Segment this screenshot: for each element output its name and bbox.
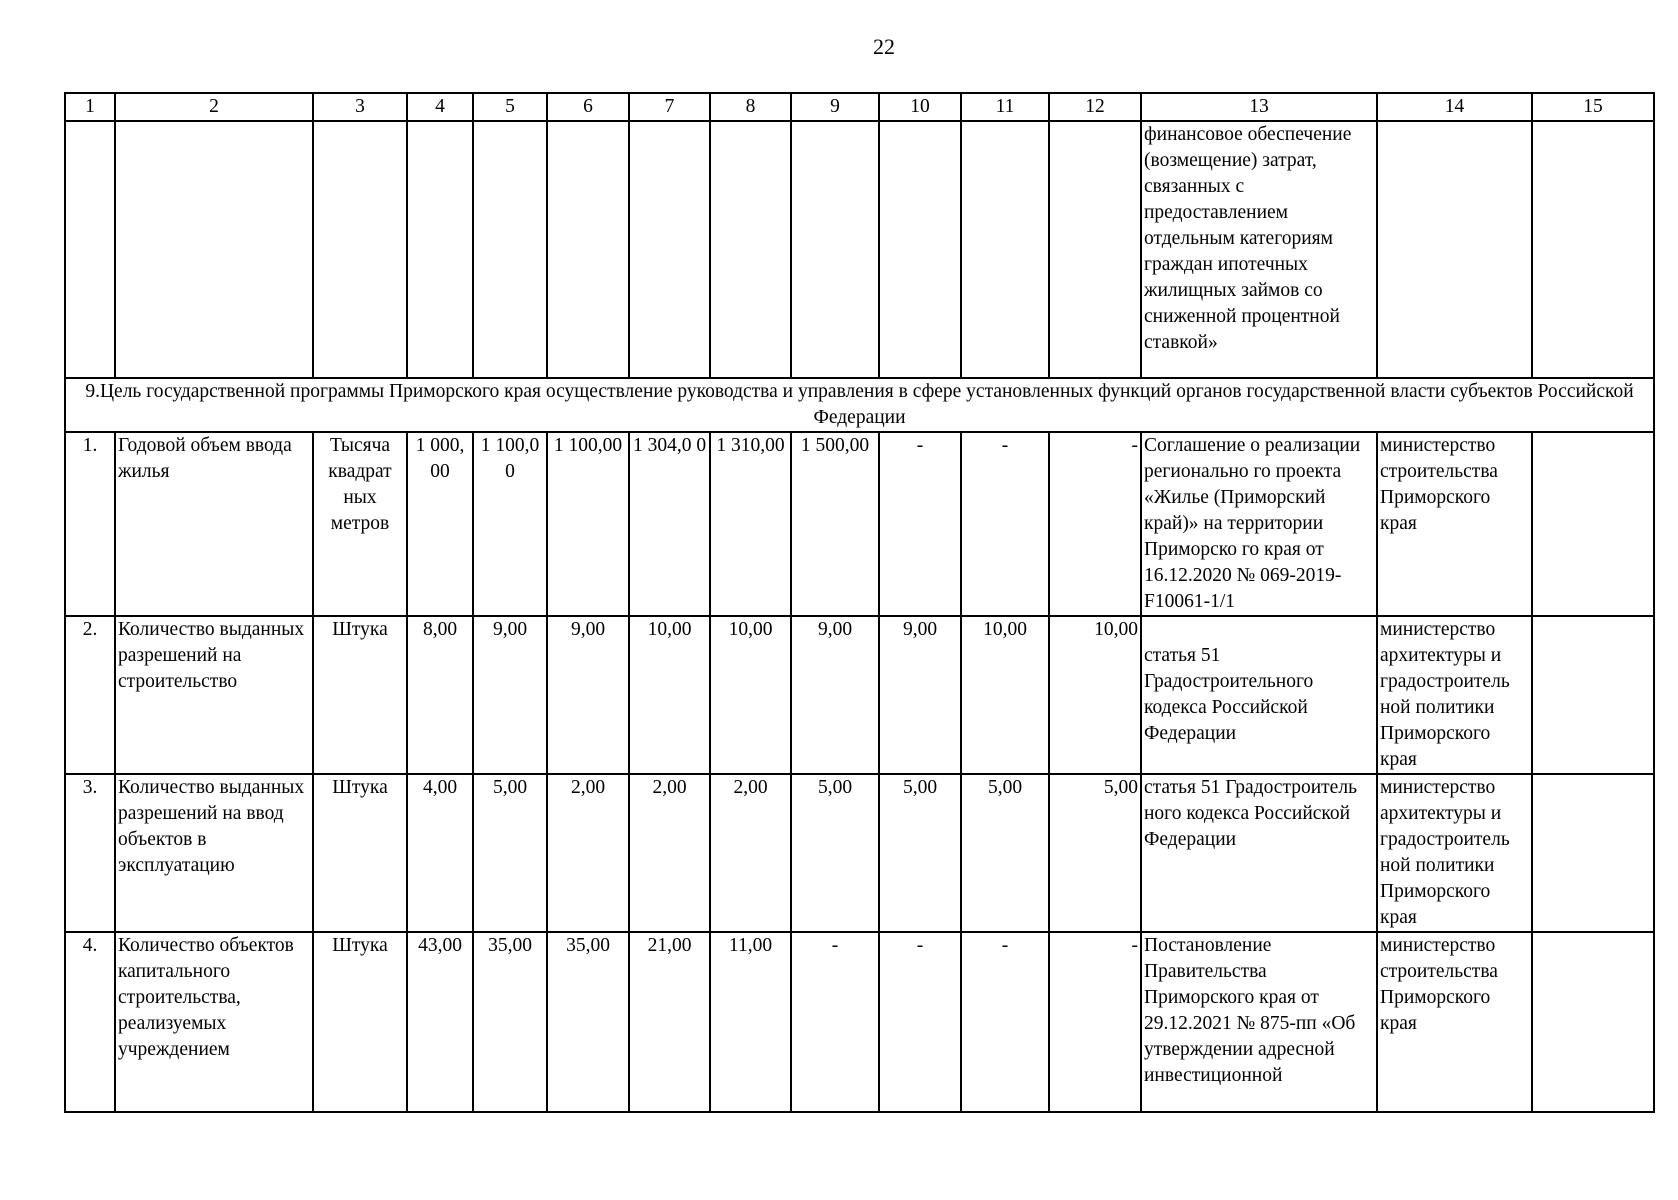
indicators-table	[64, 92, 1655, 1113]
column-header: 15	[1532, 93, 1654, 121]
column-header: 10	[879, 93, 961, 121]
source-cell: Соглашение о реализации регионально го проекта «Жилье (Приморский край)» на территории Приморско го края от 16.12.2020 № 069-2019-F10061-1/1	[1141, 432, 1377, 616]
table-cell	[879, 121, 961, 378]
table-cell	[1532, 616, 1654, 774]
value-cell: 4,00	[407, 774, 473, 932]
section-heading: 9.Цель государственной программы Приморского края осуществление руководства и управления в сфере установленных функций органов государственной власти субъектов Российской Федерации	[65, 378, 1654, 432]
value-cell: 8,00	[407, 616, 473, 774]
row-number: 4.	[65, 932, 115, 1112]
value-cell: 5,00	[961, 774, 1049, 932]
column-header: 1	[65, 93, 115, 121]
responsible-cell: министерство строительства Приморского края	[1377, 432, 1532, 616]
value-cell: 1 304,0 0	[629, 432, 710, 616]
column-header: 13	[1141, 93, 1377, 121]
unit-cell: Штука	[313, 616, 407, 774]
value-cell: -	[1049, 932, 1141, 1112]
value-cell: 11,00	[710, 932, 791, 1112]
indicator-name: Количество выданных разрешений на ввод объектов в эксплуатацию	[115, 774, 313, 932]
column-header: 12	[1049, 93, 1141, 121]
table-cell	[473, 121, 547, 378]
table-row	[65, 432, 1654, 616]
responsible-cell: министерство строительства Приморского края	[1377, 932, 1532, 1112]
unit-cell: Тысяча квадрат ных метров	[313, 432, 407, 616]
value-cell: -	[879, 432, 961, 616]
responsible-cell: министерство архитектуры и градостроитель ной политики Приморского края	[1377, 616, 1532, 774]
table-cell	[710, 121, 791, 378]
table-cell	[961, 121, 1049, 378]
indicator-name: Годовой объем ввода жилья	[115, 432, 313, 616]
value-cell: 2,00	[710, 774, 791, 932]
row-number: 3.	[65, 774, 115, 932]
value-cell: -	[1049, 432, 1141, 616]
value-cell: 5,00	[473, 774, 547, 932]
value-cell: 10,00	[1049, 616, 1141, 774]
value-cell: 1 100,0 0	[473, 432, 547, 616]
unit-cell: Штука	[313, 932, 407, 1112]
value-cell: 21,00	[629, 932, 710, 1112]
value-cell: 5,00	[1049, 774, 1141, 932]
column-header: 2	[115, 93, 313, 121]
source-cell: статья 51 Градостроитель ного кодекса Российской Федерации	[1141, 774, 1377, 932]
value-cell: 9,00	[879, 616, 961, 774]
value-cell: -	[961, 432, 1049, 616]
value-cell: 10,00	[710, 616, 791, 774]
section-row	[65, 378, 1654, 432]
value-cell: 1 100,00	[547, 432, 629, 616]
value-cell: 9,00	[473, 616, 547, 774]
value-cell: 1 310,00	[710, 432, 791, 616]
table-cell	[1532, 932, 1654, 1112]
table-cell	[1532, 432, 1654, 616]
row-number: 2.	[65, 616, 115, 774]
source-cell	[1141, 616, 1377, 774]
value-cell: 1 000, 00	[407, 432, 473, 616]
value-cell: -	[961, 932, 1049, 1112]
value-cell: 1 500,00	[791, 432, 879, 616]
table-cell	[547, 121, 629, 378]
value-cell: 35,00	[547, 932, 629, 1112]
column-header: 9	[791, 93, 879, 121]
column-header: 3	[313, 93, 407, 121]
table-row	[65, 932, 1654, 1112]
column-header: 8	[710, 93, 791, 121]
value-cell: 5,00	[791, 774, 879, 932]
column-header: 5	[473, 93, 547, 121]
table-cell	[313, 121, 407, 378]
column-header: 14	[1377, 93, 1532, 121]
value-cell: -	[791, 932, 879, 1112]
column-header: 4	[407, 93, 473, 121]
row-number: 1.	[65, 432, 115, 616]
table-row	[65, 774, 1654, 932]
column-header: 11	[961, 93, 1049, 121]
unit-cell: Штука	[313, 774, 407, 932]
table-cell	[407, 121, 473, 378]
column-number-header-row	[65, 93, 1654, 121]
table-cell	[1049, 121, 1141, 378]
indicator-name: Количество выданных разрешений на строительство	[115, 616, 313, 774]
source-cell: Постановление Правительства Приморского края от 29.12.2021 № 875-пп «Об утверждении адресной инвестиционной	[1141, 932, 1377, 1112]
table-cell	[1532, 121, 1654, 378]
table-cell	[115, 121, 313, 378]
responsible-cell: министерство архитектуры и градостроитель ной политики Приморского края	[1377, 774, 1532, 932]
column-header: 7	[629, 93, 710, 121]
page-number: 22	[873, 34, 895, 59]
table-cell	[629, 121, 710, 378]
table-cell	[65, 121, 115, 378]
value-cell: 5,00	[879, 774, 961, 932]
value-cell: -	[879, 932, 961, 1112]
value-cell: 10,00	[961, 616, 1049, 774]
column-header: 6	[547, 93, 629, 121]
value-cell: 2,00	[547, 774, 629, 932]
table-cell	[1532, 774, 1654, 932]
value-cell: 43,00	[407, 932, 473, 1112]
table-row	[65, 616, 1654, 774]
indicator-name: Количество объектов капитального строительства, реализуемых учреждением	[115, 932, 313, 1112]
continuation-row	[65, 121, 1654, 378]
value-cell: 2,00	[629, 774, 710, 932]
continuation-text: финансовое обеспечение (возмещение) затрат, связанных с предоставлением отдельным категориям граждан ипотечных жилищных займов со сниженной процентной ставкой»	[1141, 121, 1377, 378]
value-cell: 9,00	[547, 616, 629, 774]
table-cell	[1377, 121, 1532, 378]
table-cell	[791, 121, 879, 378]
value-cell: 35,00	[473, 932, 547, 1112]
value-cell: 10,00	[629, 616, 710, 774]
source-text: статья 51 Градостроительного кодекса Российской Федерации	[1144, 645, 1314, 744]
value-cell: 9,00	[791, 616, 879, 774]
